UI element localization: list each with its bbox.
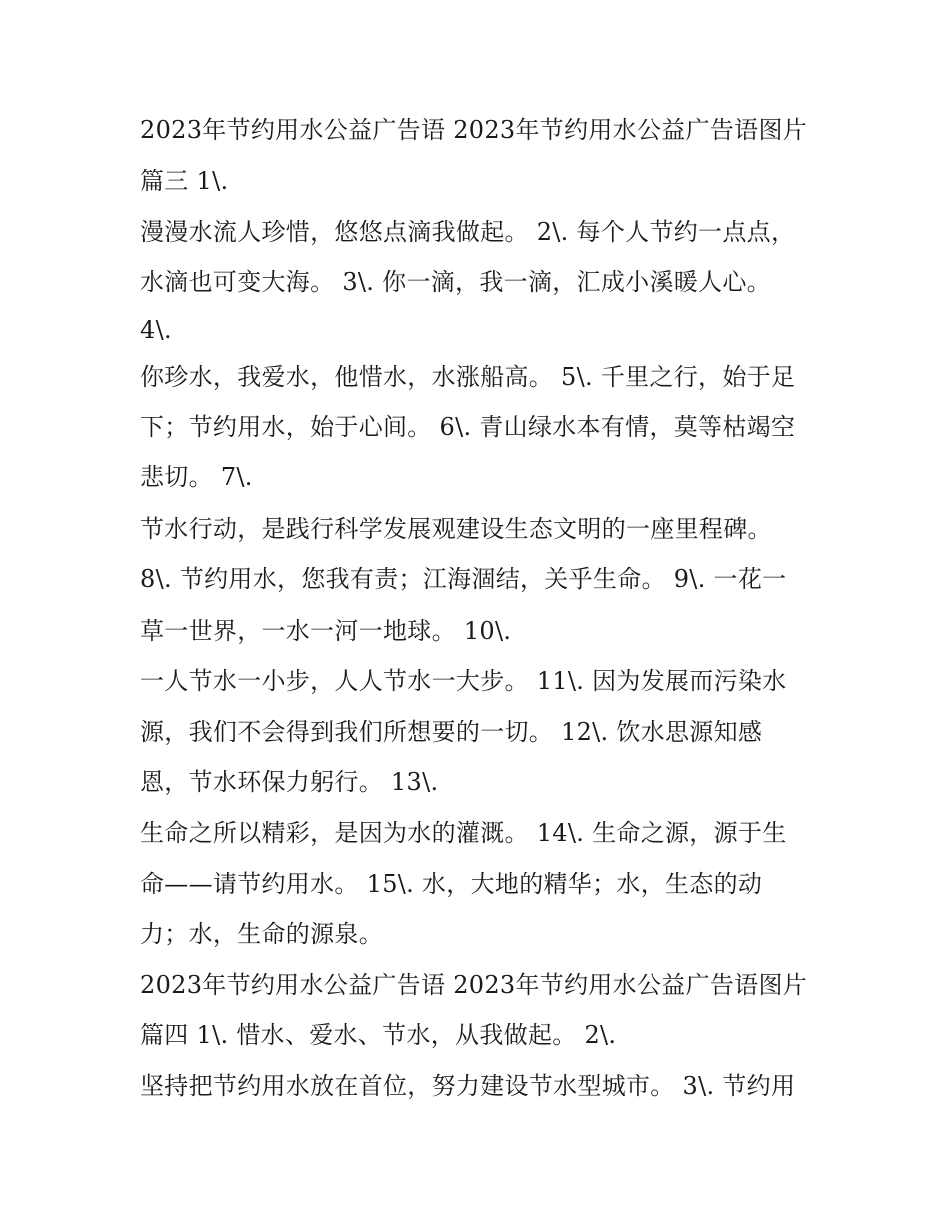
text-line: 力；水，生命的源泉。 [140, 920, 383, 948]
text-line: 4\. [140, 316, 172, 344]
text-line: 悲切。 7\. [140, 463, 253, 491]
text-line: 生命之所以精彩，是因为水的灌溉。 14\. 生命之源，源于生 [140, 819, 787, 847]
text-line: 水滴也可变大海。 3\. 你一滴，我一滴，汇成小溪暖人心。 [140, 268, 771, 296]
text-line: 恩，节水环保力躬行。 13\. [140, 768, 439, 796]
text-line: 坚持把节约用水放在首位，努力建设节水型城市。 3\. 节约用 [140, 1072, 796, 1100]
text-line: 一人节水一小步，人人节水一大步。 11\. 因为发展而污染水 [140, 667, 787, 695]
text-line: 2023年节约用水公益广告语 2023年节约用水公益广告语图片 [140, 116, 808, 144]
text-line: 2023年节约用水公益广告语 2023年节约用水公益广告语图片 [140, 971, 808, 999]
text-line: 源，我们不会得到我们所想要的一切。 12\. 饮水思源知感 [140, 718, 763, 746]
text-line: 下；节约用水，始于心间。 6\. 青山绿水本有情，莫等枯竭空 [140, 413, 796, 441]
text-line: 8\. 节约用水，您我有责；江海涸结，关乎生命。 9\. 一花一 [140, 565, 787, 593]
text-line: 篇三 1\. [140, 167, 229, 195]
text-line: 你珍水，我爱水，他惜水，水涨船高。 5\. 千里之行，始于足 [140, 363, 796, 391]
text-line: 漫漫水流人珍惜，悠悠点滴我做起。 2\. 每个人节约一点点， [140, 218, 796, 246]
text-line: 节水行动，是践行科学发展观建设生态文明的一座里程碑。 [140, 515, 772, 543]
text-line: 命——请节约用水。 15\. 水，大地的精华；水，生态的动 [140, 870, 763, 898]
text-line: 篇四 1\. 惜水、爱水、节水，从我做起。 2\. [140, 1021, 617, 1049]
text-line: 草一世界，一水一河一地球。 10\. [140, 617, 512, 645]
